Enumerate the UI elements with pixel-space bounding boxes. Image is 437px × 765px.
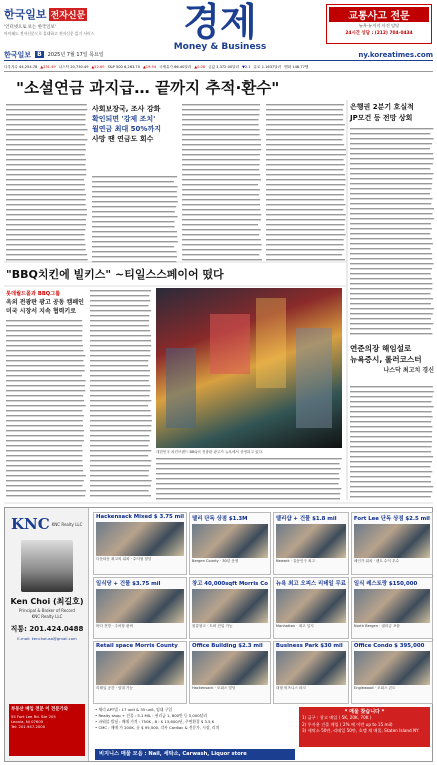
text-line — [90, 435, 149, 436]
misc-line: • Realty shop + 건물 : 5.1 MIL : 권리금 1, 800만 등 5,000달러 — [95, 713, 208, 718]
text-line — [350, 386, 433, 387]
listing-card[interactable] — [189, 641, 271, 704]
address-line: Leonia, NJ 07605 — [11, 719, 44, 724]
text-line — [90, 330, 150, 331]
listing-sub: 바다 전망 · 주차장 완비 — [96, 623, 133, 628]
text-line — [90, 465, 151, 466]
text-line — [90, 390, 150, 391]
listing-card[interactable] — [93, 641, 187, 704]
text-line — [90, 480, 152, 481]
knc-realty-ad[interactable] — [4, 507, 433, 762]
ticker-item: 다우지수 44,254.78 — [4, 64, 38, 69]
text-line — [156, 488, 341, 489]
text-line — [90, 450, 151, 451]
issue-date: 2025년 7월 17일 목요일 — [47, 52, 104, 58]
story2-headline[interactable]: "BBQ치킨에 빌키스" ~티일스스페이어 떴다 — [6, 268, 224, 281]
ticker-item: 유로 1.1637달러 — [253, 64, 282, 69]
text-line — [156, 483, 339, 484]
text-line — [6, 440, 84, 441]
wanted-title: * 매물 찾습니다 * — [344, 709, 385, 715]
text-line — [90, 295, 149, 296]
text-line — [6, 455, 82, 456]
text-line — [350, 491, 432, 492]
story3-headline: 뉴욕증시, 롤러코스터 — [350, 355, 422, 364]
text-line — [350, 451, 431, 452]
text-line — [156, 463, 339, 464]
listing-sub: Newark · 유동인구 최고 — [275, 559, 315, 563]
ticker-item: ▲19.94 — [143, 65, 157, 69]
text-line — [6, 495, 85, 496]
lead-subhead: 사망 땐 연금도 회수 — [92, 135, 154, 143]
ticker-item: ▼2.1 — [242, 65, 251, 69]
text-line — [350, 406, 434, 407]
agent-panel — [5, 508, 89, 761]
ticker-item: 금값 3,372.00달러 — [208, 64, 240, 69]
agent-phone[interactable]: 직통: 201.424.0488 — [10, 625, 84, 633]
story2-subhead: 옥외 전광판 광고 공동 캠페인 — [6, 299, 84, 306]
traffic-ad-title: 교통사고 전문 — [329, 7, 429, 22]
address-line: 55 Fort Lee Rd. Ste 205 — [11, 714, 56, 719]
text-line — [350, 431, 432, 432]
listing-title: 델리샵 + 건물 $1.8 mil — [275, 516, 337, 522]
text-line — [90, 445, 148, 446]
text-line — [6, 430, 84, 431]
listing-sub: Englewood · 오피스 콘도 — [353, 686, 396, 691]
text-line — [6, 320, 82, 321]
text-line — [6, 435, 84, 436]
text-line — [90, 385, 150, 386]
text-line — [6, 325, 83, 326]
listing-sub: Bergen County · 30년 운영 — [191, 559, 239, 563]
text-line — [6, 485, 83, 486]
text-line — [90, 400, 151, 401]
business-banner: 비지니스 매물 모음 : Nail, 세탁소, Carwash, Liquor store — [95, 749, 295, 760]
text-line — [90, 440, 150, 441]
listing-card[interactable] — [189, 577, 271, 640]
text-line — [350, 446, 432, 447]
misc-line: • 파워블 빌딩 : 매매 가격 : 750K , 8 : $ 13,600/년, 주변환경 $ 3.5 K — [95, 719, 215, 724]
ticker-item: 나스닥 20,730.49 — [58, 64, 89, 69]
company-name: KNC Realty LLC — [51, 521, 83, 527]
story2-subhead: 미국 시장서 지속 협력키로 — [6, 308, 77, 315]
story2-kicker: 롯데월드몰과 BBQ그룹 — [6, 291, 61, 297]
text-line — [6, 445, 82, 446]
text-line — [350, 486, 433, 487]
text-line — [6, 375, 82, 376]
text-line — [156, 468, 341, 469]
lead-subhead: 확인되면 '강제 조치' — [92, 115, 156, 123]
text-line — [6, 350, 83, 351]
text-line — [350, 496, 431, 497]
ticker-item: S&P 500 6,263.70 — [107, 65, 140, 69]
side-headline: 은행권 2분기 호실적 — [350, 103, 414, 111]
listing-title: 델리 단독 상점 $1.3M — [191, 516, 248, 522]
text-line — [6, 335, 82, 336]
listing-card[interactable] — [273, 641, 349, 704]
text-line — [90, 350, 150, 351]
text-line — [90, 475, 148, 476]
text-line — [350, 391, 434, 392]
text-line — [90, 455, 148, 456]
listing-title: Hackensack Mixed $ 3.75 mil — [96, 514, 184, 520]
text-line — [90, 310, 151, 311]
side-headline: JP모건 등 전망 상회 — [350, 114, 413, 122]
text-line — [6, 490, 86, 491]
website-link[interactable]: ny.koreatimes.com — [358, 50, 433, 59]
text-line — [90, 315, 149, 316]
text-line — [90, 345, 151, 346]
listing-sub: 메인가 위치 · 렌트 수익 우수 — [353, 559, 399, 563]
text-line — [6, 380, 86, 381]
text-line — [6, 475, 86, 476]
listing-title: Fort Lee 단독 상점 $2.5 mil — [353, 516, 430, 522]
ticker-item: ▲0.08 — [194, 65, 206, 69]
text-line — [6, 365, 85, 366]
e-paper-subtext: 아이패드 전자신문으로 휴대하고 전자신문 읽기 서비스 — [4, 31, 95, 36]
listing-title: 일식당 + 건물 $3.75 mil — [96, 580, 161, 587]
text-line — [6, 390, 85, 391]
text-line — [90, 490, 149, 491]
text-line — [6, 405, 86, 406]
listing-title: Office Condo $ 395,000 — [353, 643, 425, 650]
photo-caption: 대한민국 치킨브랜드 BBQ의 전광판 광고가 뉴욕에서 상영되고 있다. — [156, 450, 264, 454]
text-line — [350, 461, 432, 462]
wanted-item: 1) 급구 : 창고 매입 ( 5K, 20K, 70K ) — [302, 715, 372, 720]
text-line — [6, 360, 83, 361]
listing-title: 창고 40,000sqft Morris Co — [191, 580, 268, 587]
wanted-item: 3) 세탁소 50만, 리테일 50만, 호텔 재 매물, Staten Island NY — [302, 728, 419, 733]
text-line — [350, 466, 430, 467]
listing-sub: 대형 비즈니스 파크 — [275, 686, 306, 691]
text-line — [350, 476, 431, 477]
text-line — [90, 370, 150, 371]
text-line — [90, 495, 151, 496]
text-line — [6, 410, 82, 411]
text-line — [350, 426, 432, 427]
section-letter: B — [37, 51, 42, 58]
text-line — [350, 401, 431, 402]
text-line — [6, 400, 84, 401]
text-line — [156, 498, 340, 499]
address-box — [9, 704, 85, 756]
text-line — [90, 290, 151, 291]
text-line — [6, 370, 85, 371]
text-line — [90, 340, 151, 341]
text-line — [90, 325, 149, 326]
ticker-item: 국제유가 66.40달러 — [159, 64, 192, 69]
lead-subhead: 사회보장국, 조사 강화 — [92, 105, 161, 113]
listing-title: Business Park $30 mil — [275, 643, 343, 650]
listing-card[interactable] — [93, 577, 187, 640]
text-line — [90, 320, 149, 321]
text-line — [6, 385, 85, 386]
text-line — [350, 421, 431, 422]
text-line — [350, 481, 431, 482]
listing-sub: North Bergen · 권리금 포함 — [353, 623, 400, 628]
listing-title: 뉴욕 최고 오피스 리테일 무료 — [275, 580, 346, 587]
text-line — [6, 425, 83, 426]
knc-logo: KNC KNC Realty LLC — [11, 515, 83, 533]
text-line — [156, 458, 342, 459]
listing-title: Office Building $2.3 mil — [191, 643, 263, 650]
listing-card[interactable] — [93, 512, 187, 575]
section-subtitle: Money & Business — [173, 42, 267, 52]
text-line — [90, 410, 151, 411]
text-line — [350, 471, 432, 472]
text-line — [90, 485, 151, 486]
traffic-ad-sub: 뉴욕·뉴저지 사건 담당 — [358, 23, 400, 28]
text-line — [6, 420, 83, 421]
text-line — [156, 493, 340, 494]
address-line: Tel: 201.947.2000 — [11, 724, 46, 729]
wanted-item: 2) 투자용 건물 매입 ( 2% 에 이번 up to 15 mil) — [302, 721, 393, 727]
listing-card[interactable] — [351, 512, 433, 575]
text-line — [6, 395, 83, 396]
text-line — [350, 441, 432, 442]
e-paper-tagline: '인터넷으로 보는 한국일보' — [4, 25, 56, 30]
text-line — [90, 355, 151, 356]
text-line — [90, 360, 148, 361]
listing-sub: 리테일 공간 · 임대 가능 — [96, 686, 133, 691]
section-title: 경제 — [183, 0, 257, 44]
story3-headline: 연준의장 해임설로 — [350, 344, 412, 353]
listing-sub: Manhattan · 최고 입지 — [275, 623, 314, 628]
text-line — [90, 335, 151, 336]
text-line — [156, 478, 340, 479]
ticker-item: ▲52.69 — [91, 65, 105, 69]
text-line — [6, 355, 85, 356]
listing-title: Retail space Morris County — [96, 643, 178, 650]
listing-card[interactable] — [273, 512, 349, 575]
e-paper-badge: 전자신문 — [49, 8, 88, 21]
text-line — [90, 305, 148, 306]
text-line — [90, 430, 151, 431]
listing-card[interactable] — [189, 512, 271, 575]
text-line — [350, 456, 433, 457]
text-line — [350, 436, 432, 437]
text-line — [90, 460, 151, 461]
text-line — [90, 405, 148, 406]
listing-sub: 다운타운 최고의 위치 · 수익형 빌딩 — [96, 557, 152, 561]
text-line — [6, 340, 82, 341]
traffic-ad-phone: 24시간 상담 : (212) 704-0434 — [345, 31, 413, 36]
listing-sub: 물류창고 · 트럭 진입 가능 — [191, 623, 233, 628]
listing-card[interactable] — [273, 577, 349, 640]
text-line — [6, 470, 83, 471]
text-line — [90, 395, 150, 396]
e-paper-logo: 한국일보 — [4, 8, 47, 21]
ticker-item: ▲231.49 — [40, 65, 56, 69]
listing-card[interactable] — [351, 641, 433, 704]
text-line — [90, 375, 150, 376]
text-line — [90, 300, 150, 301]
text-line — [90, 380, 149, 381]
text-line — [6, 450, 83, 451]
agent-email[interactable]: E-mail: kenchoiusa@gmail.com — [17, 636, 77, 641]
agent-title: Principal & Broker of Record — [19, 608, 75, 613]
listing-title: 일식 레스토랑 $150,000 — [353, 580, 418, 587]
wanted-box — [299, 707, 430, 747]
listing-card[interactable] — [351, 577, 433, 640]
agent-photo — [21, 540, 73, 592]
text-line — [90, 365, 148, 366]
story3-subhead: 나스닥 최고치 경신 — [383, 367, 434, 374]
address-box-title: 부동산 매입 전문 이 전문가와 — [11, 707, 69, 712]
lead-headline[interactable]: "소셜연금 과지급… 끝까지 추적·환수" — [16, 79, 280, 97]
text-line — [90, 415, 152, 416]
misc-line: • 체리 APT빌 : 17 unit & 35 unit, 임대 구입 — [95, 707, 173, 712]
text-line — [6, 415, 84, 416]
agent-name: Ken Choi (최길호) — [10, 597, 84, 606]
text-line — [90, 470, 149, 471]
text-line — [156, 473, 339, 474]
lead-subhead: 월연금 최대 50%까지 — [92, 125, 161, 133]
misc-listings — [95, 707, 295, 747]
listing-sub: Hackensack · 오피스 빌딩 — [191, 686, 236, 691]
text-line — [350, 416, 433, 417]
misc-line: • CMC : 매매 가 200K, 유 $ 95,500, 각사 Cardiac & 전문가, 시장, 리치 — [95, 725, 220, 730]
agent-company: KNC Realty LLC — [31, 614, 63, 619]
paper-name: 한국일보 — [4, 50, 32, 59]
ticker-item: 엔화 148.77엔 — [284, 64, 309, 69]
text-line — [6, 460, 82, 461]
text-line — [6, 465, 83, 466]
text-line — [90, 420, 152, 421]
listing-grid — [93, 512, 430, 704]
text-line — [90, 425, 151, 426]
text-line — [6, 330, 82, 331]
text-line — [350, 411, 432, 412]
text-line — [350, 396, 433, 397]
text-line — [6, 480, 84, 481]
text-line — [6, 345, 83, 346]
